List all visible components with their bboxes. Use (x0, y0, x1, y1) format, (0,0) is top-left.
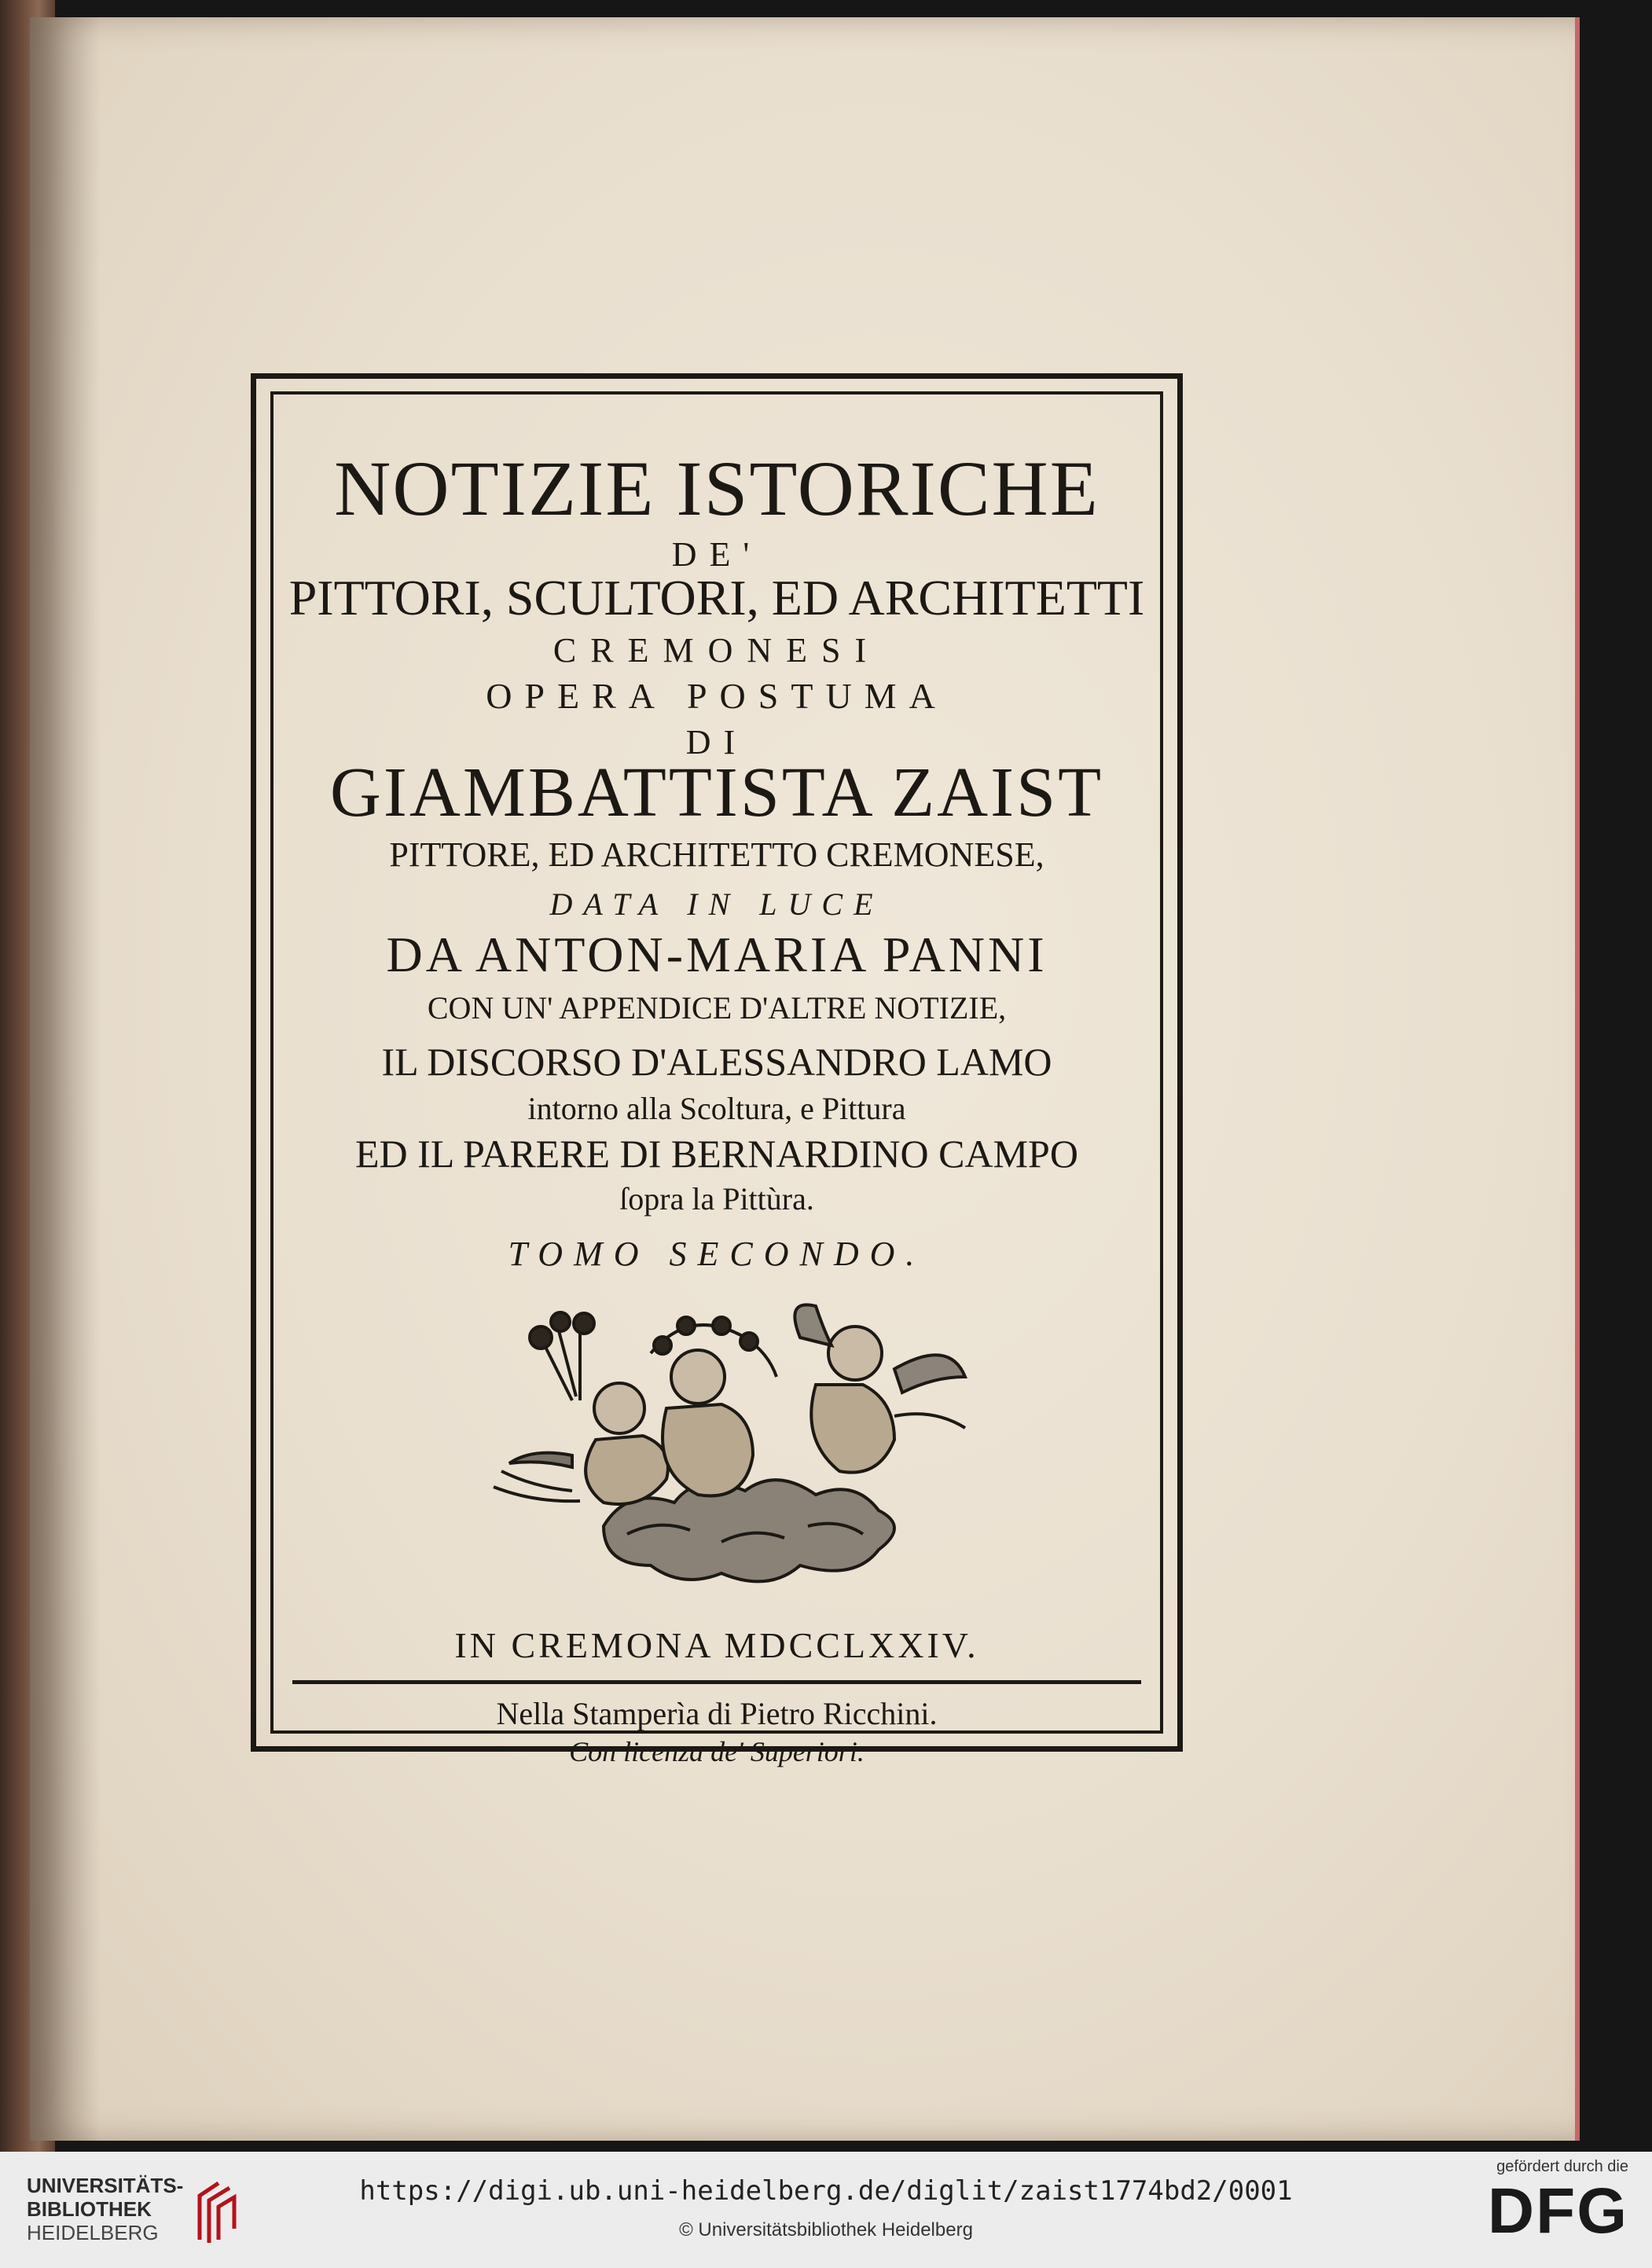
cherubs-vignette-icon (486, 1290, 973, 1597)
author-role: PITTORE, ED ARCHITETTO CREMONESE, (389, 835, 1044, 874)
library-name-line2: BIBLIOTHEK (27, 2197, 152, 2221)
book-page (30, 17, 1580, 2141)
title-subjects: PITTORI, SCULTORI, ED ARCHITETTI (288, 570, 1145, 626)
copyright-notice: © Universitätsbibliothek Heidelberg (679, 2219, 973, 2240)
book-title: NOTIZIE ISTORICHE (334, 445, 1099, 532)
intorno-line: intorno alla Scoltura, e Pittura (527, 1091, 906, 1126)
parere-line: ED IL PARERE DI BERNARDINO CAMPO (355, 1132, 1078, 1176)
title-di: DI (685, 723, 748, 762)
imprint-rule (292, 1680, 1141, 1684)
library-name-line3: HEIDELBERG (27, 2221, 159, 2244)
title-page-inner-border (270, 391, 1163, 1767)
spine-shadow (30, 17, 101, 2141)
viewer-footer (0, 2152, 1652, 2268)
discorso-line: IL DISCORSO D'ALESSANDRO LAMO (381, 1040, 1052, 1084)
data-in-luce: DATA IN LUCE (549, 886, 884, 922)
printer-line: Nella Stamperìa di Pietro Ricchini. (496, 1696, 938, 1731)
title-cremonesi: CREMONESI (553, 631, 881, 670)
volume-line: TOMO SECONDO. (508, 1235, 926, 1273)
library-name-line1: UNIVERSITÄTS- (27, 2174, 184, 2197)
author-name: GIAMBATTISTA ZAIST (329, 754, 1104, 831)
dfg-sponsor[interactable] (1471, 2158, 1628, 2260)
editor-name: DA ANTON-MARIA PANNI (386, 927, 1048, 982)
appendice-line: CON UN' APPENDICE D'ALTRE NOTIZIE, (427, 990, 1007, 1026)
title-de: DE' (671, 535, 762, 574)
licenza-line: Con licenza de' Superiori. (569, 1736, 865, 1767)
title-opera-postuma: OPERA POSTUMA (486, 676, 948, 716)
permalink-url[interactable]: https://digi.ub.uni-heidelberg.de/diglit/zaist1774bd2/0001 (359, 2175, 1293, 2207)
sponsor-label: gefördert durch die (1496, 2158, 1628, 2175)
title-page-border (251, 373, 1183, 1767)
sopra-line: ſopra la Pittùra. (619, 1181, 814, 1217)
dfg-logo: DFG (1487, 2175, 1628, 2247)
imprint-place-date: IN CREMONA MDCCLXXIV. (454, 1625, 979, 1665)
